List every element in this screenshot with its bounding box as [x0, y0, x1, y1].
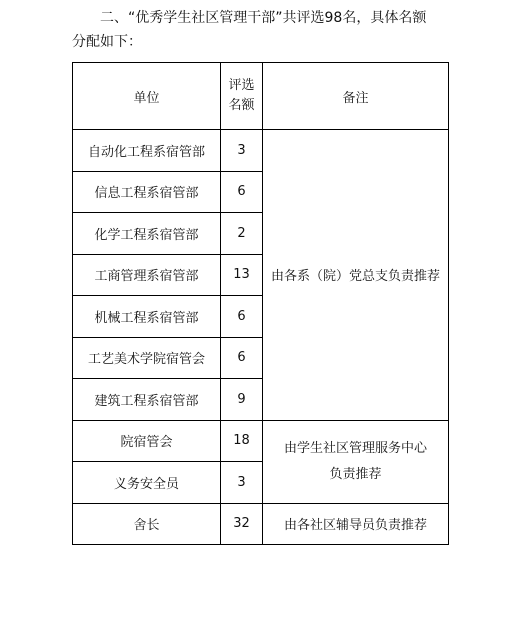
table-row [73, 130, 449, 172]
table-row [73, 503, 449, 544]
unit-cell: 建筑工程系宿管部 [73, 379, 221, 421]
unit-cell: 院宿管会 [73, 420, 221, 462]
quota-cell: 18 [221, 420, 263, 462]
note-line-2: 负责推荐 [329, 466, 382, 482]
quota-cell: 9 [221, 379, 263, 421]
quota-table [72, 62, 449, 545]
header-quota-line-1: 评选 [228, 78, 255, 93]
unit-cell: 义务安全员 [73, 462, 221, 504]
note-line-1: 由学生社区管理服务中心 [283, 440, 427, 456]
quota-cell: 2 [221, 213, 263, 255]
header-unit: 单位 [73, 63, 221, 130]
header-quota [221, 63, 263, 130]
quota-cell: 6 [221, 296, 263, 338]
unit-cell: 工商管理系宿管部 [73, 254, 221, 296]
quota-cell: 6 [221, 337, 263, 379]
unit-cell: 信息工程系宿管部 [73, 171, 221, 213]
intro-line-2: 分配如下： [72, 34, 142, 50]
header-quota-line-2: 名额 [228, 98, 255, 113]
note-cell-service-center [263, 420, 449, 503]
note-cell-departments: 由各系（院）党总支负责推荐 [263, 130, 449, 421]
table-row [73, 420, 449, 462]
quota-cell: 6 [221, 171, 263, 213]
quota-cell: 3 [221, 130, 263, 172]
quota-cell: 13 [221, 254, 263, 296]
table-header-row [73, 63, 449, 130]
note-cell-counselors: 由各社区辅导员负责推荐 [263, 503, 449, 544]
unit-cell: 工艺美术学院宿管会 [73, 337, 221, 379]
unit-cell: 舍长 [73, 503, 221, 544]
quota-cell: 3 [221, 462, 263, 504]
unit-cell: 自动化工程系宿管部 [73, 130, 221, 172]
header-note: 备注 [263, 63, 449, 130]
quota-cell: 32 [221, 503, 263, 544]
intro-paragraph [72, 6, 462, 54]
intro-line-1: 二、“优秀学生社区管理干部”共评选98名，具体名额 [100, 10, 427, 26]
unit-cell: 机械工程系宿管部 [73, 296, 221, 338]
unit-cell: 化学工程系宿管部 [73, 213, 221, 255]
